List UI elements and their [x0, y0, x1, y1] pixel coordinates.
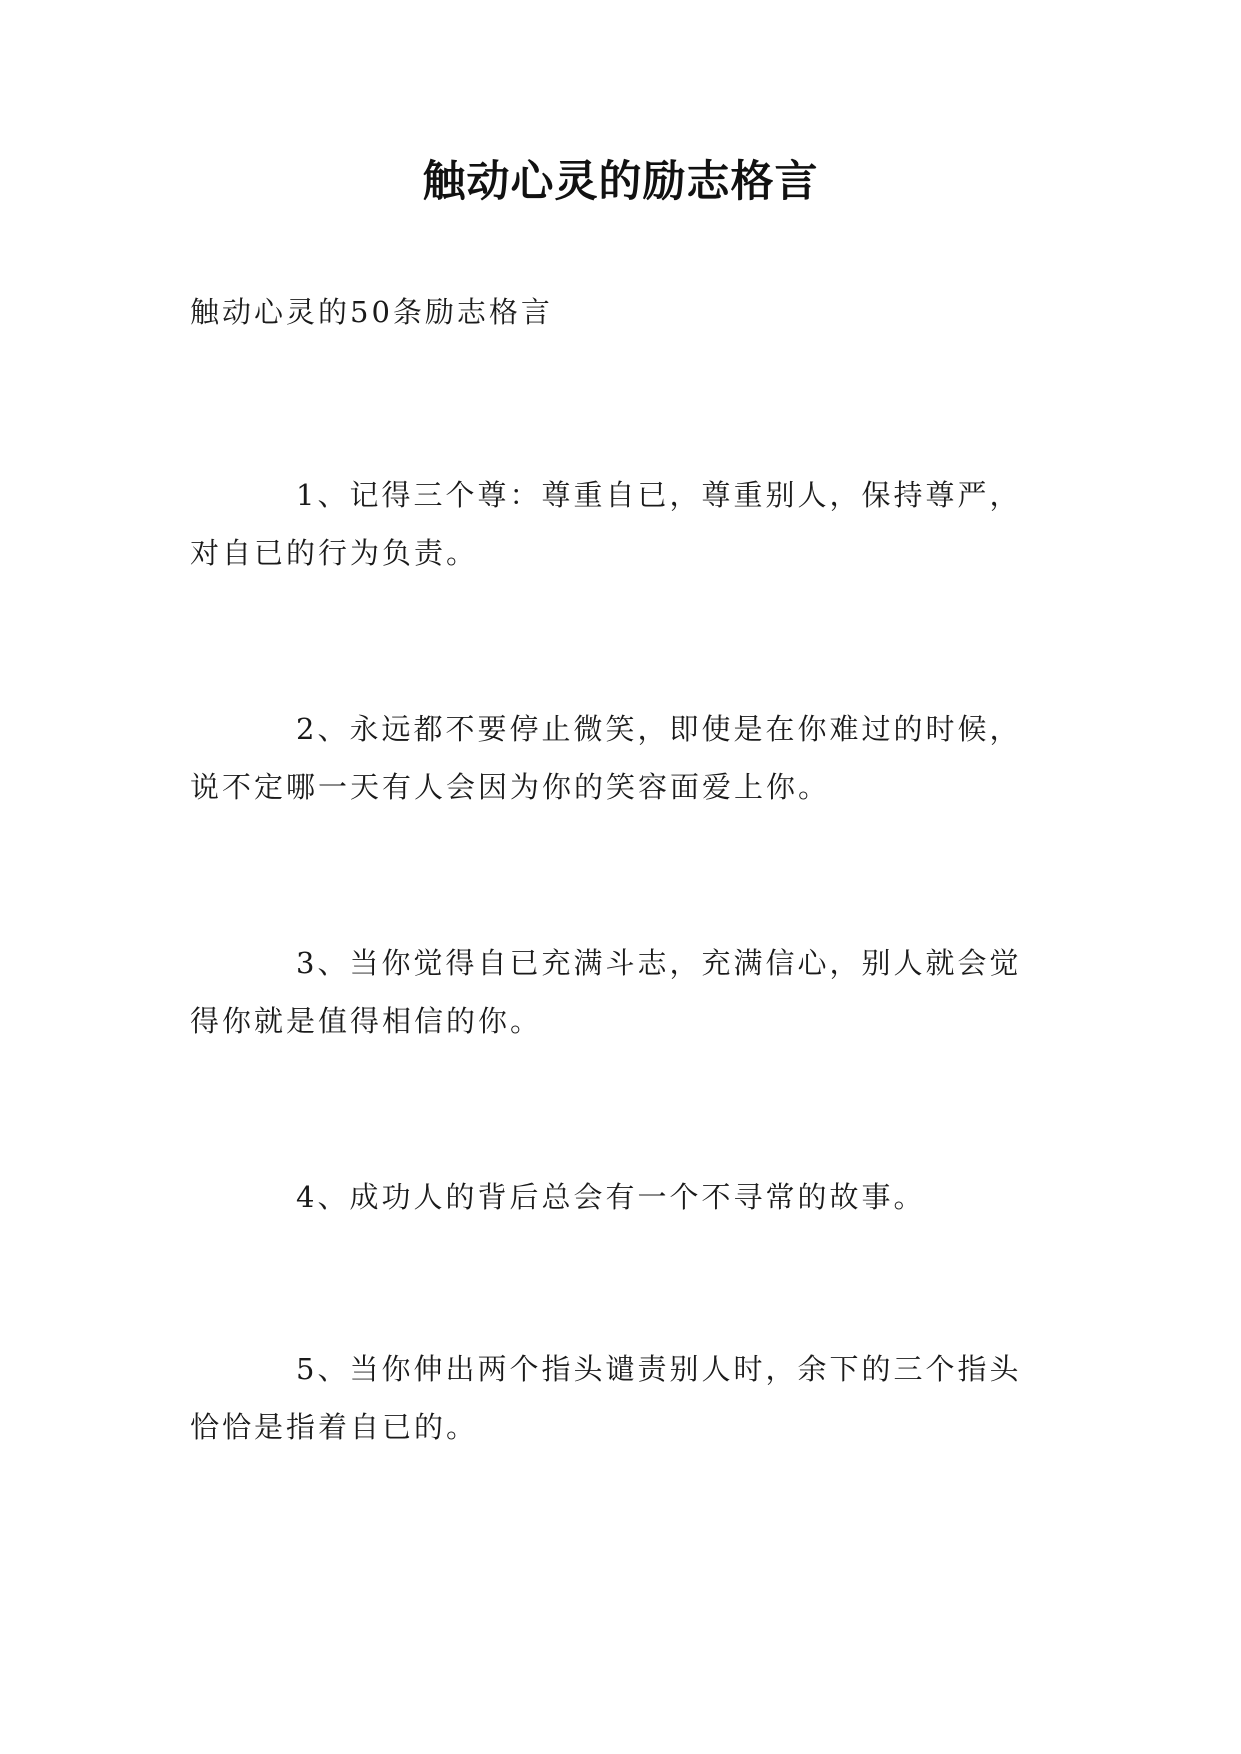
quote-item-4	[190, 1168, 1060, 1226]
quote-item-1	[190, 466, 1060, 582]
quote-line: 3、当你觉得自已充满斗志，充满信心，别人就会觉	[296, 946, 1022, 980]
document-subtitle: 触动心灵的50条励志格言	[190, 295, 553, 329]
quote-line: 2、永远都不要停止微笑，即使是在你难过的时候，	[296, 712, 1022, 746]
quote-line: 4、成功人的背后总会有一个不寻常的故事。	[296, 1180, 926, 1214]
quote-item-3	[190, 934, 1060, 1050]
quote-line: 说不定哪一天有人会因为你的笑容面爱上你。	[190, 770, 831, 804]
quote-line: 5、当你伸出两个指头谴责别人时，余下的三个指头	[296, 1352, 1022, 1386]
page-title: 触动心灵的励志格言	[422, 157, 819, 207]
quote-line: 恰恰是指着自已的。	[190, 1410, 479, 1444]
quote-item-5	[190, 1340, 1060, 1456]
quote-line: 对自已的行为负责。	[190, 536, 479, 570]
quote-line: 得你就是值得相信的你。	[190, 1004, 543, 1038]
quote-line: 1、记得三个尊：尊重自已，尊重别人，保持尊严，	[296, 478, 1022, 512]
quote-item-2	[190, 700, 1060, 816]
